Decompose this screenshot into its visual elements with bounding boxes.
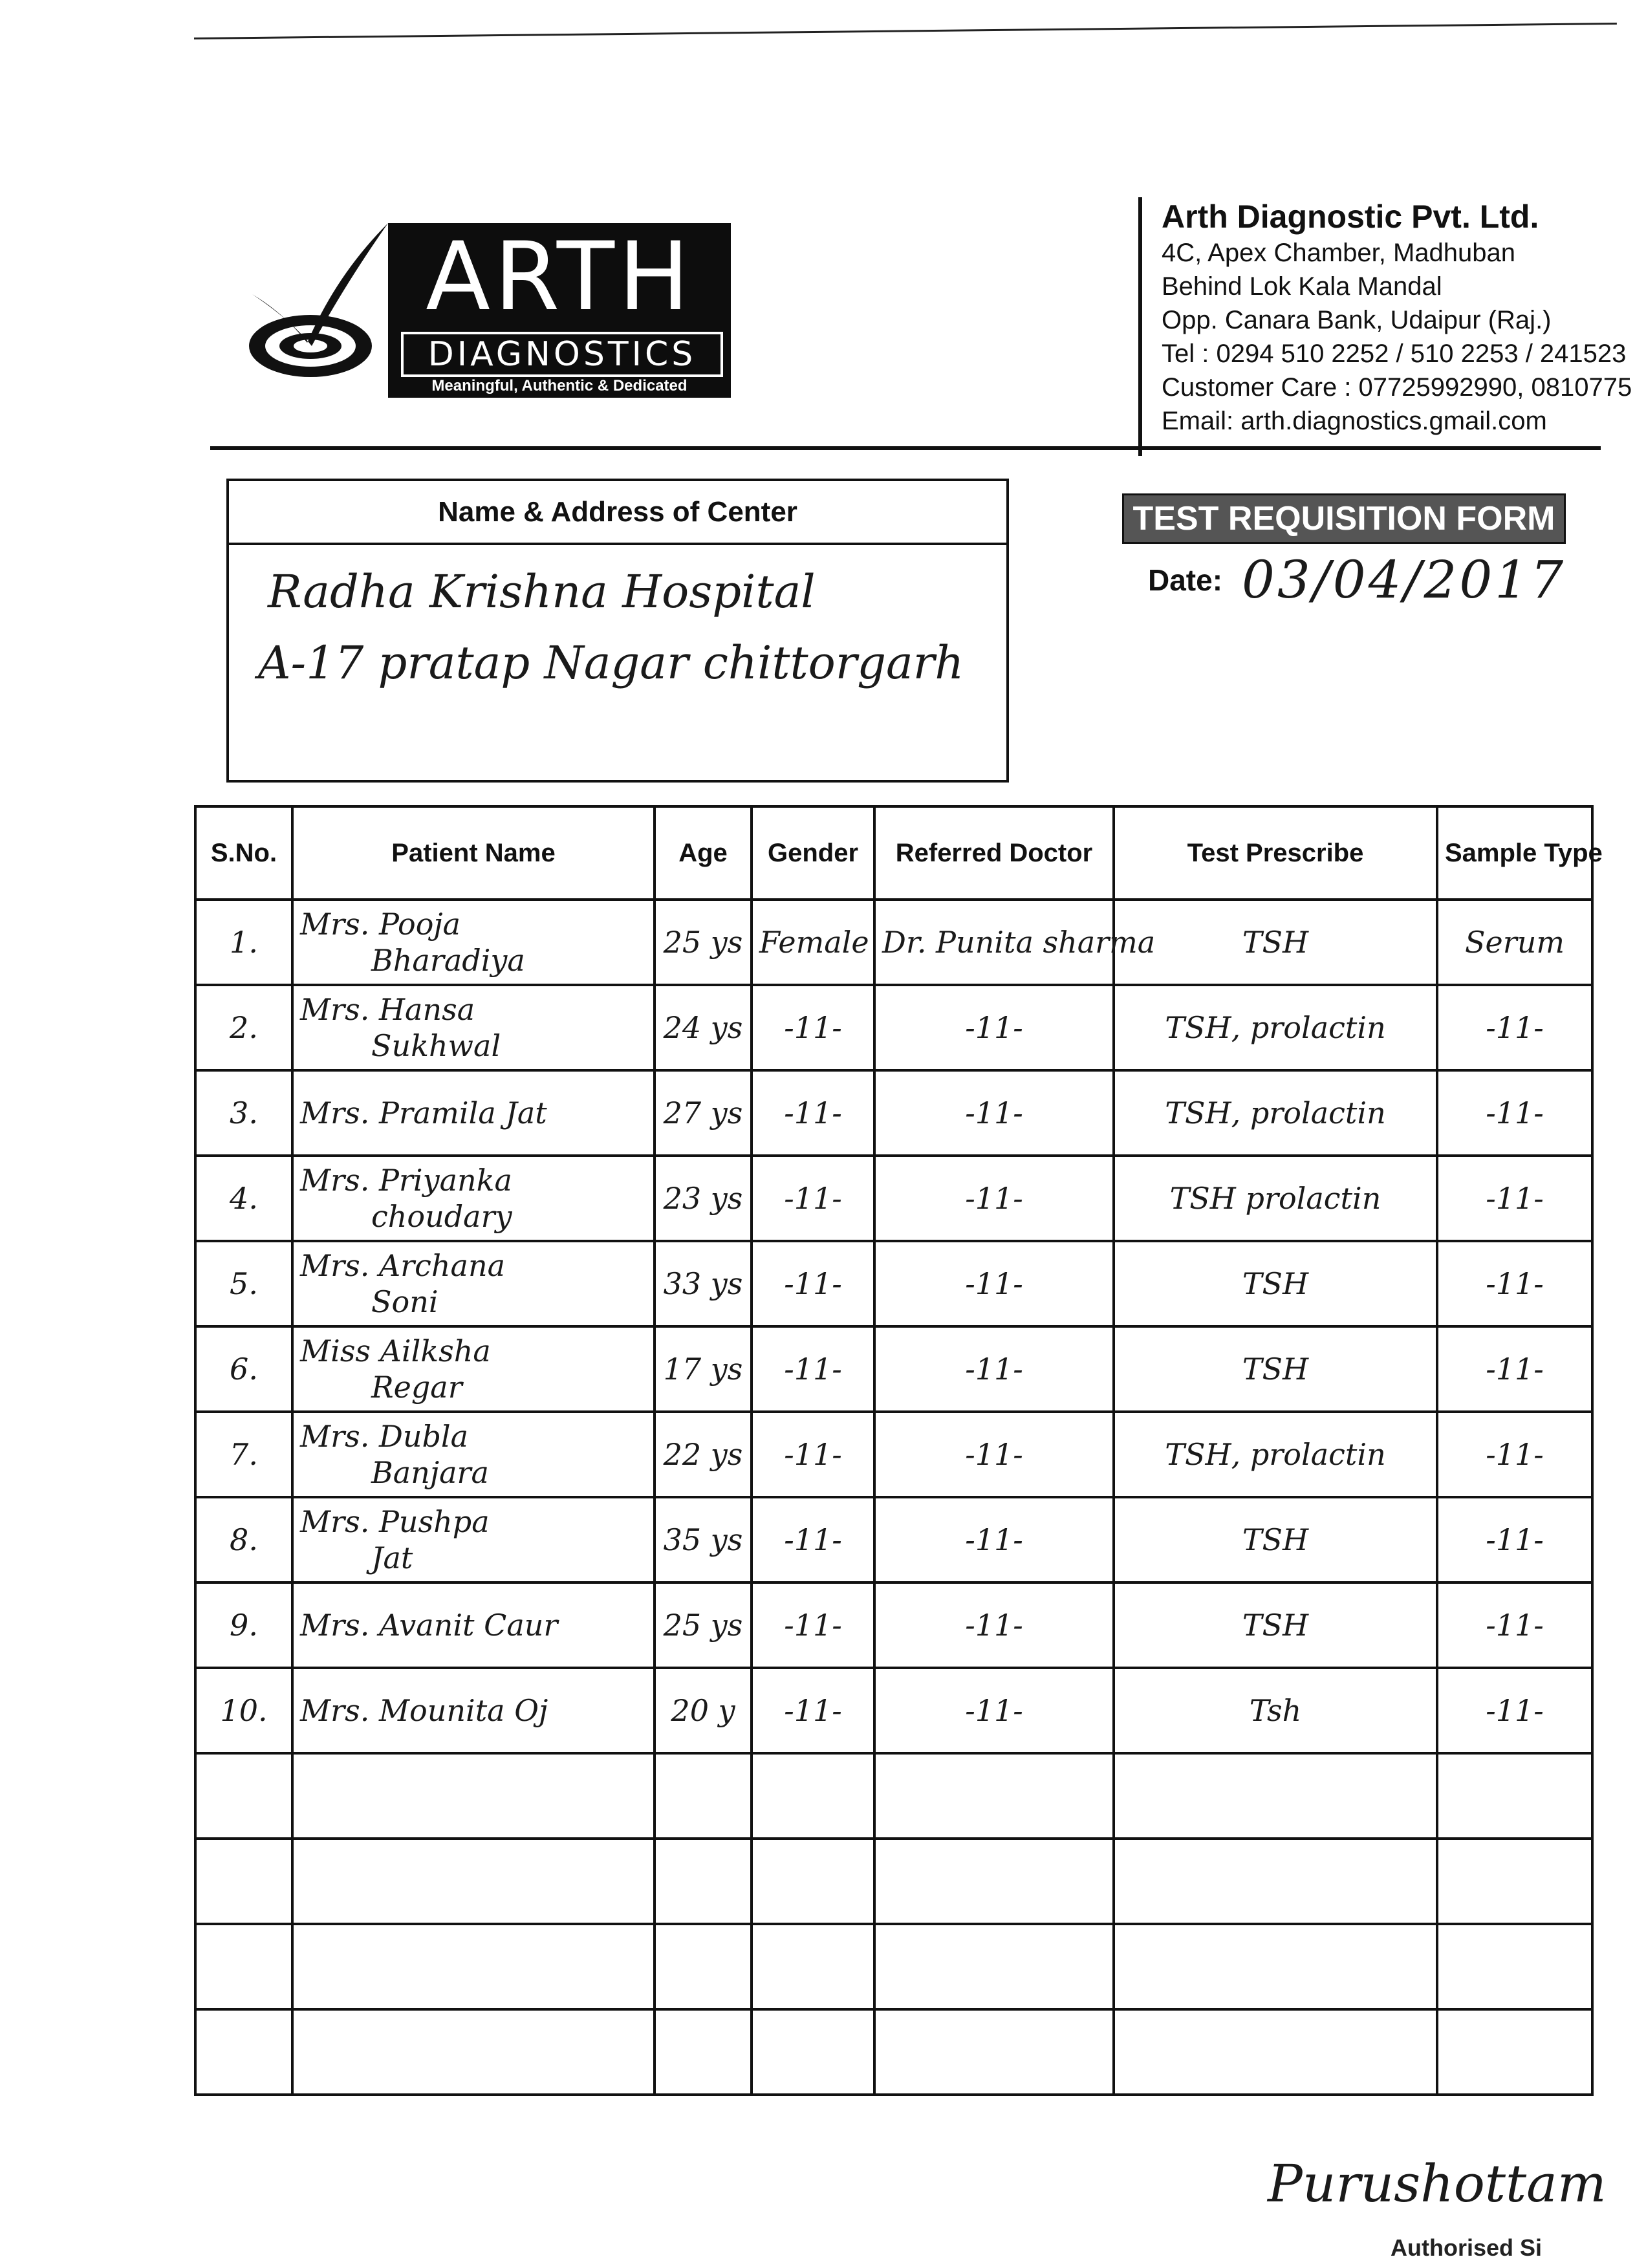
company-phone: Tel : 0294 510 2252 / 510 2253 / 241523 bbox=[1162, 340, 1627, 368]
company-email: Email: arth.diagnostics.gmail.com bbox=[1162, 407, 1547, 435]
company-customer-care: Customer Care : 07725992990, 0810775 bbox=[1162, 373, 1632, 402]
arth-logo bbox=[226, 217, 731, 411]
cell-patient-name[interactable]: Mrs. Priyanka choudary bbox=[292, 1156, 655, 1241]
cell-test-prescribe[interactable] bbox=[1114, 2009, 1437, 2095]
cell-age[interactable]: 27 ys bbox=[655, 1070, 752, 1156]
cell-referred-doctor[interactable]: -11- bbox=[874, 985, 1114, 1070]
cell-test-prescribe[interactable] bbox=[1114, 1924, 1437, 2009]
logo-subtitle: DIAGNOSTICS bbox=[401, 332, 723, 377]
table-row-empty bbox=[195, 2009, 1592, 2095]
cell-sno[interactable]: 6. bbox=[195, 1326, 292, 1412]
cell-test-prescribe[interactable]: TSH bbox=[1114, 1326, 1437, 1412]
cell-referred-doctor[interactable]: -11- bbox=[874, 1156, 1114, 1241]
company-address-line: 4C, Apex Chamber, Madhuban bbox=[1162, 239, 1516, 267]
cell-age[interactable]: 20 y bbox=[655, 1668, 752, 1753]
cell-patient-name[interactable] bbox=[292, 2009, 655, 2095]
cell-test-prescribe[interactable]: TSH prolactin bbox=[1114, 1156, 1437, 1241]
cell-age[interactable]: 24 ys bbox=[655, 985, 752, 1070]
header-divider bbox=[210, 446, 1601, 450]
cell-patient-name[interactable]: Mrs. Dubla Banjara bbox=[292, 1412, 655, 1497]
cell-sample-type[interactable] bbox=[1437, 2009, 1592, 2095]
table-row bbox=[195, 1668, 1592, 1753]
top-rule bbox=[194, 23, 1617, 39]
cell-patient-name[interactable] bbox=[292, 1753, 655, 1839]
cell-referred-doctor[interactable]: -11- bbox=[874, 1326, 1114, 1412]
table-row bbox=[195, 1156, 1592, 1241]
company-address-line: Behind Lok Kala Mandal bbox=[1162, 272, 1442, 301]
cell-referred-doctor[interactable] bbox=[874, 1924, 1114, 2009]
cell-test-prescribe[interactable]: TSH bbox=[1114, 1582, 1437, 1668]
cell-patient-name[interactable]: Mrs. Mounita Oj bbox=[292, 1668, 655, 1753]
cell-gender[interactable] bbox=[752, 2009, 874, 2095]
table-row bbox=[195, 1497, 1592, 1582]
signature-label: Authorised Si bbox=[1391, 2234, 1543, 2261]
cell-test-prescribe[interactable] bbox=[1114, 1753, 1437, 1839]
cell-test-prescribe[interactable]: Tsh bbox=[1114, 1668, 1437, 1753]
cell-sample-type[interactable] bbox=[1437, 1924, 1592, 2009]
table-row bbox=[195, 900, 1592, 985]
date-field[interactable]: 03/04/2017 bbox=[1242, 550, 1566, 610]
cell-sno[interactable]: 7. bbox=[195, 1412, 292, 1497]
cell-gender[interactable]: -11- bbox=[752, 1241, 874, 1326]
cell-referred-doctor[interactable]: -11- bbox=[874, 1241, 1114, 1326]
table-row-empty bbox=[195, 1924, 1592, 2009]
table-row bbox=[195, 1070, 1592, 1156]
cell-referred-doctor[interactable]: Dr. Punita sharma bbox=[874, 900, 1114, 985]
cell-sample-type[interactable]: -11- bbox=[1437, 1668, 1592, 1753]
cell-patient-name[interactable]: Mrs. Hansa Sukhwal bbox=[292, 985, 655, 1070]
cell-sample-type[interactable] bbox=[1437, 1753, 1592, 1839]
cell-referred-doctor[interactable]: -11- bbox=[874, 1668, 1114, 1753]
cell-gender[interactable] bbox=[752, 1753, 874, 1839]
table-row bbox=[195, 1241, 1592, 1326]
cell-age[interactable]: 17 ys bbox=[655, 1326, 752, 1412]
cell-sample-type[interactable]: -11- bbox=[1437, 1412, 1592, 1497]
cell-referred-doctor[interactable]: -11- bbox=[874, 1582, 1114, 1668]
cell-sno[interactable]: 10. bbox=[195, 1668, 292, 1753]
company-name: Arth Diagnostic Pvt. Ltd. bbox=[1162, 199, 1539, 235]
cell-sno[interactable]: 3. bbox=[195, 1070, 292, 1156]
center-address-field[interactable]: A-17 pratap Nagar chittorgarh bbox=[258, 636, 964, 689]
signature: Purushottam bbox=[1268, 2154, 1607, 2214]
cell-age[interactable]: 23 ys bbox=[655, 1156, 752, 1241]
cell-test-prescribe[interactable]: TSH, prolactin bbox=[1114, 985, 1437, 1070]
col-header-referred-doctor: Referred Doctor bbox=[874, 806, 1114, 900]
form-title: TEST REQUISITION FORM bbox=[1122, 493, 1566, 544]
cell-gender[interactable]: -11- bbox=[752, 1070, 874, 1156]
cell-referred-doctor[interactable]: -11- bbox=[874, 1497, 1114, 1582]
cell-patient-name[interactable]: Mrs. Pramila Jat bbox=[292, 1070, 655, 1156]
cell-patient-name[interactable]: Mrs. Avanit Caur bbox=[292, 1582, 655, 1668]
cell-age[interactable]: 25 ys bbox=[655, 900, 752, 985]
col-header-test-prescribe: Test Prescribe bbox=[1114, 806, 1437, 900]
cell-gender[interactable]: -11- bbox=[752, 1412, 874, 1497]
cell-test-prescribe[interactable]: TSH, prolactin bbox=[1114, 1412, 1437, 1497]
company-block bbox=[1138, 197, 1630, 456]
cell-age[interactable]: 25 ys bbox=[655, 1582, 752, 1668]
target-check-icon bbox=[239, 217, 401, 404]
cell-age[interactable] bbox=[655, 1924, 752, 2009]
cell-gender[interactable]: -11- bbox=[752, 1582, 874, 1668]
cell-test-prescribe[interactable]: TSH bbox=[1114, 1497, 1437, 1582]
table-row bbox=[195, 1412, 1592, 1497]
table-row-empty bbox=[195, 1839, 1592, 1924]
cell-sample-type[interactable]: -11- bbox=[1437, 1582, 1592, 1668]
company-address-line: Opp. Canara Bank, Udaipur (Raj.) bbox=[1162, 306, 1552, 334]
cell-test-prescribe[interactable] bbox=[1114, 1839, 1437, 1924]
col-header-sno: S.No. bbox=[195, 806, 292, 900]
cell-gender[interactable]: -11- bbox=[752, 1156, 874, 1241]
cell-referred-doctor[interactable]: -11- bbox=[874, 1412, 1114, 1497]
cell-gender[interactable] bbox=[752, 1839, 874, 1924]
cell-patient-name[interactable]: Mrs. Pushpa Jat bbox=[292, 1497, 655, 1582]
table-row-empty bbox=[195, 1753, 1592, 1839]
cell-sno[interactable]: 9. bbox=[195, 1582, 292, 1668]
cell-gender[interactable]: -11- bbox=[752, 985, 874, 1070]
logo-word: ARTH bbox=[426, 222, 693, 332]
cell-age[interactable]: 22 ys bbox=[655, 1412, 752, 1497]
cell-patient-name[interactable]: Mrs. Archana Soni bbox=[292, 1241, 655, 1326]
cell-sample-type[interactable]: Serum bbox=[1437, 900, 1592, 985]
cell-sample-type[interactable]: -11- bbox=[1437, 1326, 1592, 1412]
cell-referred-doctor[interactable] bbox=[874, 2009, 1114, 2095]
cell-sno[interactable]: 4. bbox=[195, 1156, 292, 1241]
cell-age[interactable]: 35 ys bbox=[655, 1497, 752, 1582]
cell-referred-doctor[interactable]: -11- bbox=[874, 1070, 1114, 1156]
col-header-age: Age bbox=[655, 806, 752, 900]
cell-sno[interactable] bbox=[195, 1839, 292, 1924]
cell-sno[interactable] bbox=[195, 1924, 292, 2009]
table-header-row bbox=[195, 806, 1592, 900]
cell-age[interactable]: 33 ys bbox=[655, 1241, 752, 1326]
cell-test-prescribe[interactable]: TSH bbox=[1114, 900, 1437, 985]
cell-referred-doctor[interactable] bbox=[874, 1753, 1114, 1839]
cell-patient-name[interactable] bbox=[292, 1839, 655, 1924]
col-header-sample-type: Sample Type bbox=[1437, 806, 1592, 900]
date-label: Date: bbox=[1148, 563, 1223, 597]
cell-gender[interactable] bbox=[752, 1924, 874, 2009]
center-name-field[interactable]: Radha Krishna Hospital bbox=[268, 565, 816, 618]
table-row bbox=[195, 985, 1592, 1070]
cell-gender[interactable]: -11- bbox=[752, 1326, 874, 1412]
cell-sample-type[interactable]: -11- bbox=[1437, 1241, 1592, 1326]
center-heading: Name & Address of Center bbox=[229, 481, 1006, 545]
table-row bbox=[195, 1582, 1592, 1668]
cell-age[interactable] bbox=[655, 2009, 752, 2095]
cell-patient-name[interactable]: Miss Ailksha Regar bbox=[292, 1326, 655, 1412]
logo-box bbox=[388, 223, 731, 398]
cell-sno[interactable]: 1. bbox=[195, 900, 292, 985]
cell-test-prescribe[interactable]: TSH, prolactin bbox=[1114, 1070, 1437, 1156]
cell-patient-name[interactable] bbox=[292, 1924, 655, 2009]
cell-age[interactable] bbox=[655, 1839, 752, 1924]
cell-sno[interactable]: 8. bbox=[195, 1497, 292, 1582]
cell-sample-type[interactable]: -11- bbox=[1437, 1156, 1592, 1241]
cell-test-prescribe[interactable]: TSH bbox=[1114, 1241, 1437, 1326]
cell-sample-type[interactable]: -11- bbox=[1437, 1497, 1592, 1582]
cell-gender[interactable]: -11- bbox=[752, 1497, 874, 1582]
cell-sno[interactable]: 2. bbox=[195, 985, 292, 1070]
cell-sno[interactable]: 5. bbox=[195, 1241, 292, 1326]
patient-table bbox=[194, 805, 1603, 2096]
logo-tagline: Meaningful, Authentic & Dedicated bbox=[431, 377, 688, 394]
cell-patient-name[interactable]: Mrs. Pooja Bharadiya bbox=[292, 900, 655, 985]
cell-sno[interactable] bbox=[195, 1753, 292, 1839]
cell-sample-type[interactable] bbox=[1437, 1839, 1592, 1924]
cell-referred-doctor[interactable] bbox=[874, 1839, 1114, 1924]
table-row bbox=[195, 1326, 1592, 1412]
cell-age[interactable] bbox=[655, 1753, 752, 1839]
cell-gender[interactable]: Female bbox=[752, 900, 874, 985]
cell-gender[interactable]: -11- bbox=[752, 1668, 874, 1753]
cell-sample-type[interactable]: -11- bbox=[1437, 985, 1592, 1070]
col-header-patient-name: Patient Name bbox=[292, 806, 655, 900]
center-box bbox=[226, 479, 1009, 783]
col-header-gender: Gender bbox=[752, 806, 874, 900]
cell-sno[interactable] bbox=[195, 2009, 292, 2095]
cell-sample-type[interactable]: -11- bbox=[1437, 1070, 1592, 1156]
